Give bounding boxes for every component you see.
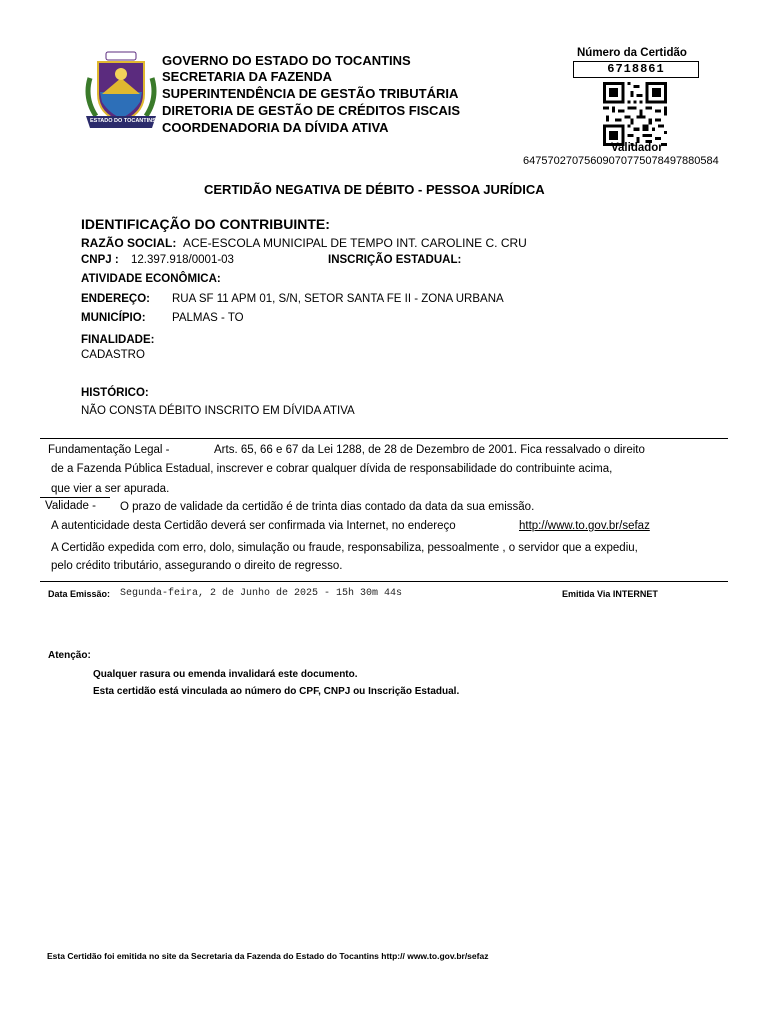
attention-line-1: Qualquer rasura ou emenda invalidará este documento. bbox=[93, 669, 358, 680]
taxpayer-section-title: IDENTIFICAÇÃO DO CONTRIBUINTE: bbox=[81, 216, 330, 232]
cnpj-value: 12.397.918/0001-03 bbox=[131, 254, 234, 266]
historico-value: NÃO CONSTA DÉBITO INSCRITO EM DÍVIDA ATIVA bbox=[81, 405, 355, 417]
header-coordination: COORDENADORIA DA DÍVIDA ATIVA bbox=[162, 120, 389, 135]
attention-label: Atenção: bbox=[48, 650, 91, 661]
inscricao-estadual-label: INSCRIÇÃO ESTADUAL: bbox=[328, 254, 462, 266]
finalidade-value: CADASTRO bbox=[81, 349, 145, 361]
validator-label: Validador bbox=[611, 142, 663, 154]
emission-value: Segunda-feira, 2 de Junho de 2025 - 15h 30m 44s bbox=[120, 588, 403, 599]
certificate-title: CERTIDÃO NEGATIVA DE DÉBITO - PESSOA JURÍDICA bbox=[204, 182, 545, 197]
header-government: GOVERNO DO ESTADO DO TOCANTINS bbox=[162, 53, 411, 68]
fundamentacao-line-3: que vier a ser apurada. bbox=[51, 483, 170, 495]
seal-ribbon-text: ESTADO DO TOCANTINS bbox=[90, 118, 156, 124]
erro-line-2: pelo crédito tributário, assegurando o direito de regresso. bbox=[51, 560, 343, 572]
divider-validade bbox=[40, 497, 110, 498]
atividade-economica-label: ATIVIDADE ECONÔMICA: bbox=[81, 273, 221, 285]
razao-social-value: ACE-ESCOLA MUNICIPAL DE TEMPO INT. CAROLINE C. CRU bbox=[183, 236, 527, 250]
historico-label: HISTÓRICO: bbox=[81, 387, 149, 399]
validade-text: O prazo de validade da certidão é de trinta dias contado da data da sua emissão. bbox=[120, 501, 535, 513]
validade-label: Validade - bbox=[45, 500, 96, 512]
divider-top bbox=[40, 438, 728, 439]
state-seal-logo bbox=[82, 48, 160, 132]
cnpj-label: CNPJ : bbox=[81, 254, 119, 266]
endereco-value: RUA SF 11 APM 01, S/N, SETOR SANTA FE II - ZONA URBANA bbox=[172, 293, 504, 305]
header-secretariat: SECRETARIA DA FAZENDA bbox=[162, 69, 332, 84]
finalidade-label: FINALIDADE: bbox=[81, 334, 155, 346]
certificate-number: 6718861 bbox=[573, 61, 699, 78]
endereco-label: ENDEREÇO: bbox=[81, 293, 151, 305]
header-superintendency: SUPERINTENDÊNCIA DE GESTÃO TRIBUTÁRIA bbox=[162, 86, 459, 101]
certificate-number-label: Número da Certidão bbox=[577, 47, 687, 59]
sefaz-link[interactable]: http://www.to.gov.br/sefaz bbox=[519, 520, 650, 532]
fundamentacao-line-2: de a Fazenda Pública Estadual, inscrever e cobrar qualquer dívida de responsabilidade do contribuinte acima, bbox=[51, 463, 613, 475]
emission-label: Data Emissão: bbox=[48, 589, 111, 599]
divider-bottom bbox=[40, 581, 728, 582]
municipio-label: MUNICÍPIO: bbox=[81, 312, 146, 324]
emission-via: Emitida Via INTERNET bbox=[562, 589, 658, 599]
attention-line-2: Esta certidão está vinculada ao número do CPF, CNPJ ou Inscrição Estadual. bbox=[93, 686, 460, 697]
footer-note: Esta Certidão foi emitida no site da Secretaria da Fazenda do Estado do Tocantins http:// www.to.gov.br/sefaz bbox=[47, 951, 489, 961]
fundamentacao-label: Fundamentação Legal - bbox=[48, 444, 170, 456]
razao-social-label: RAZÃO SOCIAL: bbox=[81, 236, 177, 250]
municipio-value: PALMAS - TO bbox=[172, 312, 244, 324]
erro-line-1: A Certidão expedida com erro, dolo, simulação ou fraude, responsabiliza, pessoalmente , o servidor que a expediu, bbox=[51, 542, 638, 554]
header-directorate: DIRETORIA DE GESTÃO DE CRÉDITOS FISCAIS bbox=[162, 103, 461, 118]
autenticidade-text: A autenticidade desta Certidão deverá ser confirmada via Internet, no endereço bbox=[51, 520, 456, 532]
validator-qr-code bbox=[603, 82, 667, 146]
validator-code: 64757027075609070775078497880584 bbox=[523, 155, 719, 167]
fundamentacao-line-1: Arts. 65, 66 e 67 da Lei 1288, de 28 de Dezembro de 2001. Fica ressalvado o direito bbox=[214, 444, 645, 456]
